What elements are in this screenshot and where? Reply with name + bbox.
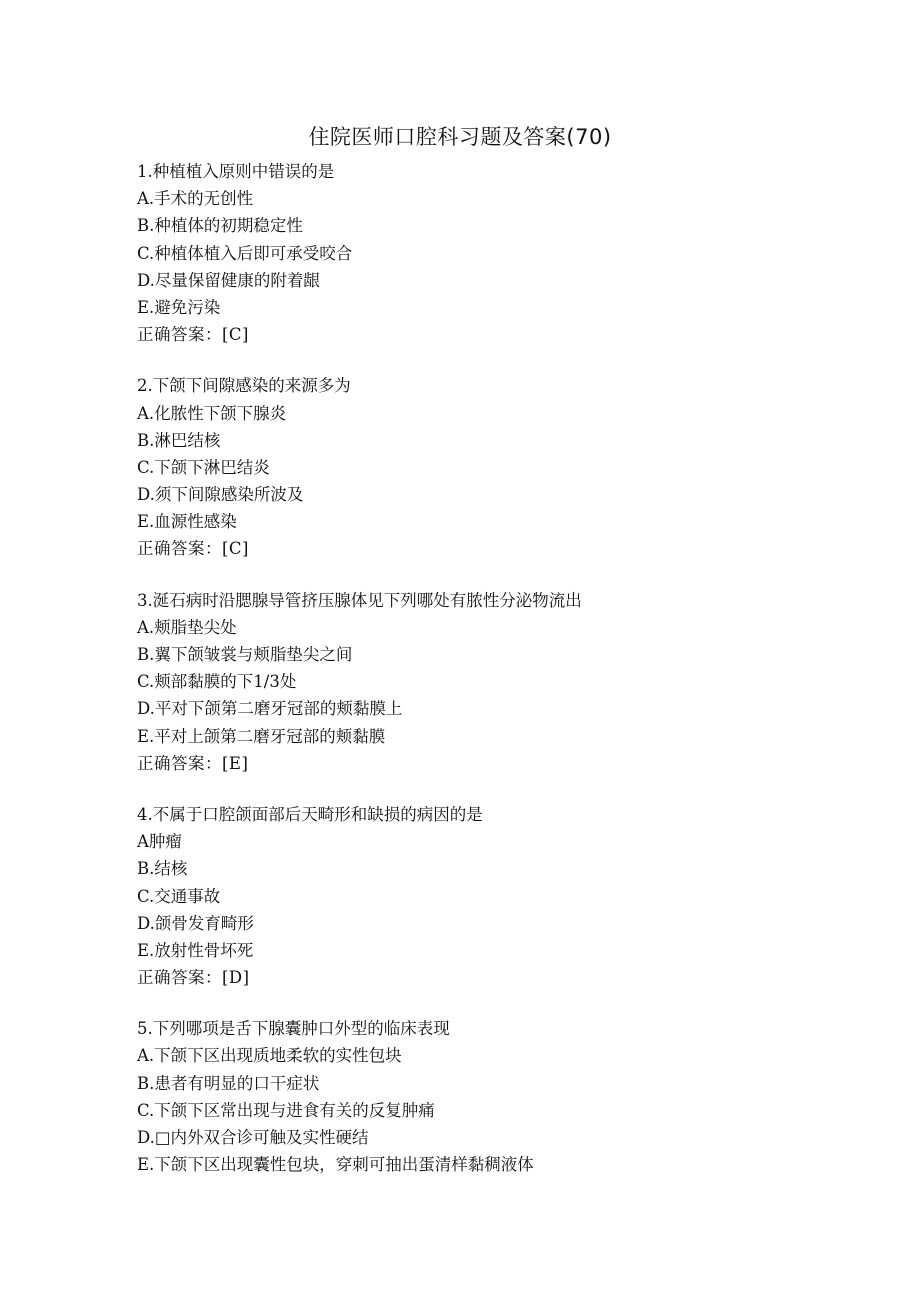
option-e: E.平对上颌第二磨牙冠部的颊黏膜 [137, 726, 386, 746]
question-1 [137, 158, 837, 348]
question-4 [137, 801, 837, 991]
option-d: D.须下间隙感染所波及 [137, 485, 304, 505]
option-a: A.手术的无创性 [137, 189, 254, 209]
option-b: B.翼下颌皱裳与颊脂垫尖之间 [137, 645, 353, 664]
question-stem: 4.不属于口腔颌面部后天畸形和缺损的病因的是 [137, 804, 483, 824]
option-c: C.颊部黏膜的下1/3处 [137, 672, 297, 692]
option-e: E.避免污染 [137, 297, 221, 317]
option-b: B.淋巴结核 [137, 430, 221, 450]
option-e: E.血源性感染 [137, 512, 237, 532]
question-list [137, 158, 837, 1202]
option-b: B.患者有明显的口干症状 [137, 1073, 320, 1093]
option-d: D.平对下颌第二磨牙冠部的颊黏膜上 [137, 699, 403, 719]
option-a: A肿瘤 [137, 832, 182, 852]
option-a: A.颊脂垫尖处 [137, 617, 237, 637]
question-stem: 5.下列哪项是舌下腺囊肿口外型的临床表现 [137, 1019, 450, 1039]
option-e: E.下颌下区出现囊性包块，穿刺可抽出蛋清样黏稠液体 [137, 1155, 534, 1175]
option-e: E.放射性骨坏死 [137, 940, 254, 960]
correct-answer: 正确答案：[D] [137, 968, 250, 988]
option-c: C.下颌下淋巴结炎 [137, 457, 270, 477]
option-d: D.尽量保留健康的附着龈 [137, 270, 320, 290]
question-3 [137, 587, 837, 777]
correct-answer: 正确答案：[E] [137, 753, 249, 773]
question-stem: 3.涎石病时沿腮腺导管挤压腺体见下列哪处有脓性分泌物流出 [137, 590, 582, 610]
option-b: B.结核 [137, 859, 188, 879]
correct-answer: 正确答案：[C] [137, 325, 249, 345]
option-c: C.下颌下区常出现与进食有关的反复肿痛 [137, 1100, 435, 1120]
correct-answer: 正确答案：[C] [137, 539, 249, 559]
document-title: 住院医师口腔科习题及答案(70) [308, 125, 612, 149]
question-5 [137, 1015, 837, 1178]
option-a: A.化脓性下颌下腺炎 [137, 403, 287, 423]
option-a: A.下颌下区出现质地柔软的实性包块 [137, 1046, 402, 1066]
question-stem: 2.下颌下间隙感染的来源多为 [137, 376, 351, 396]
option-c: C.交通事故 [137, 886, 221, 906]
question-2 [137, 372, 837, 562]
option-d: D.颌骨发育畸形 [137, 913, 254, 933]
question-stem: 1.种植植入原则中错误的是 [137, 162, 335, 181]
option-d: D.□内外双合诊可触及实性硬结 [137, 1128, 369, 1147]
option-b: B.种植体的初期稳定性 [137, 216, 303, 236]
option-c: C.种植体植入后即可承受咬合 [137, 243, 353, 263]
